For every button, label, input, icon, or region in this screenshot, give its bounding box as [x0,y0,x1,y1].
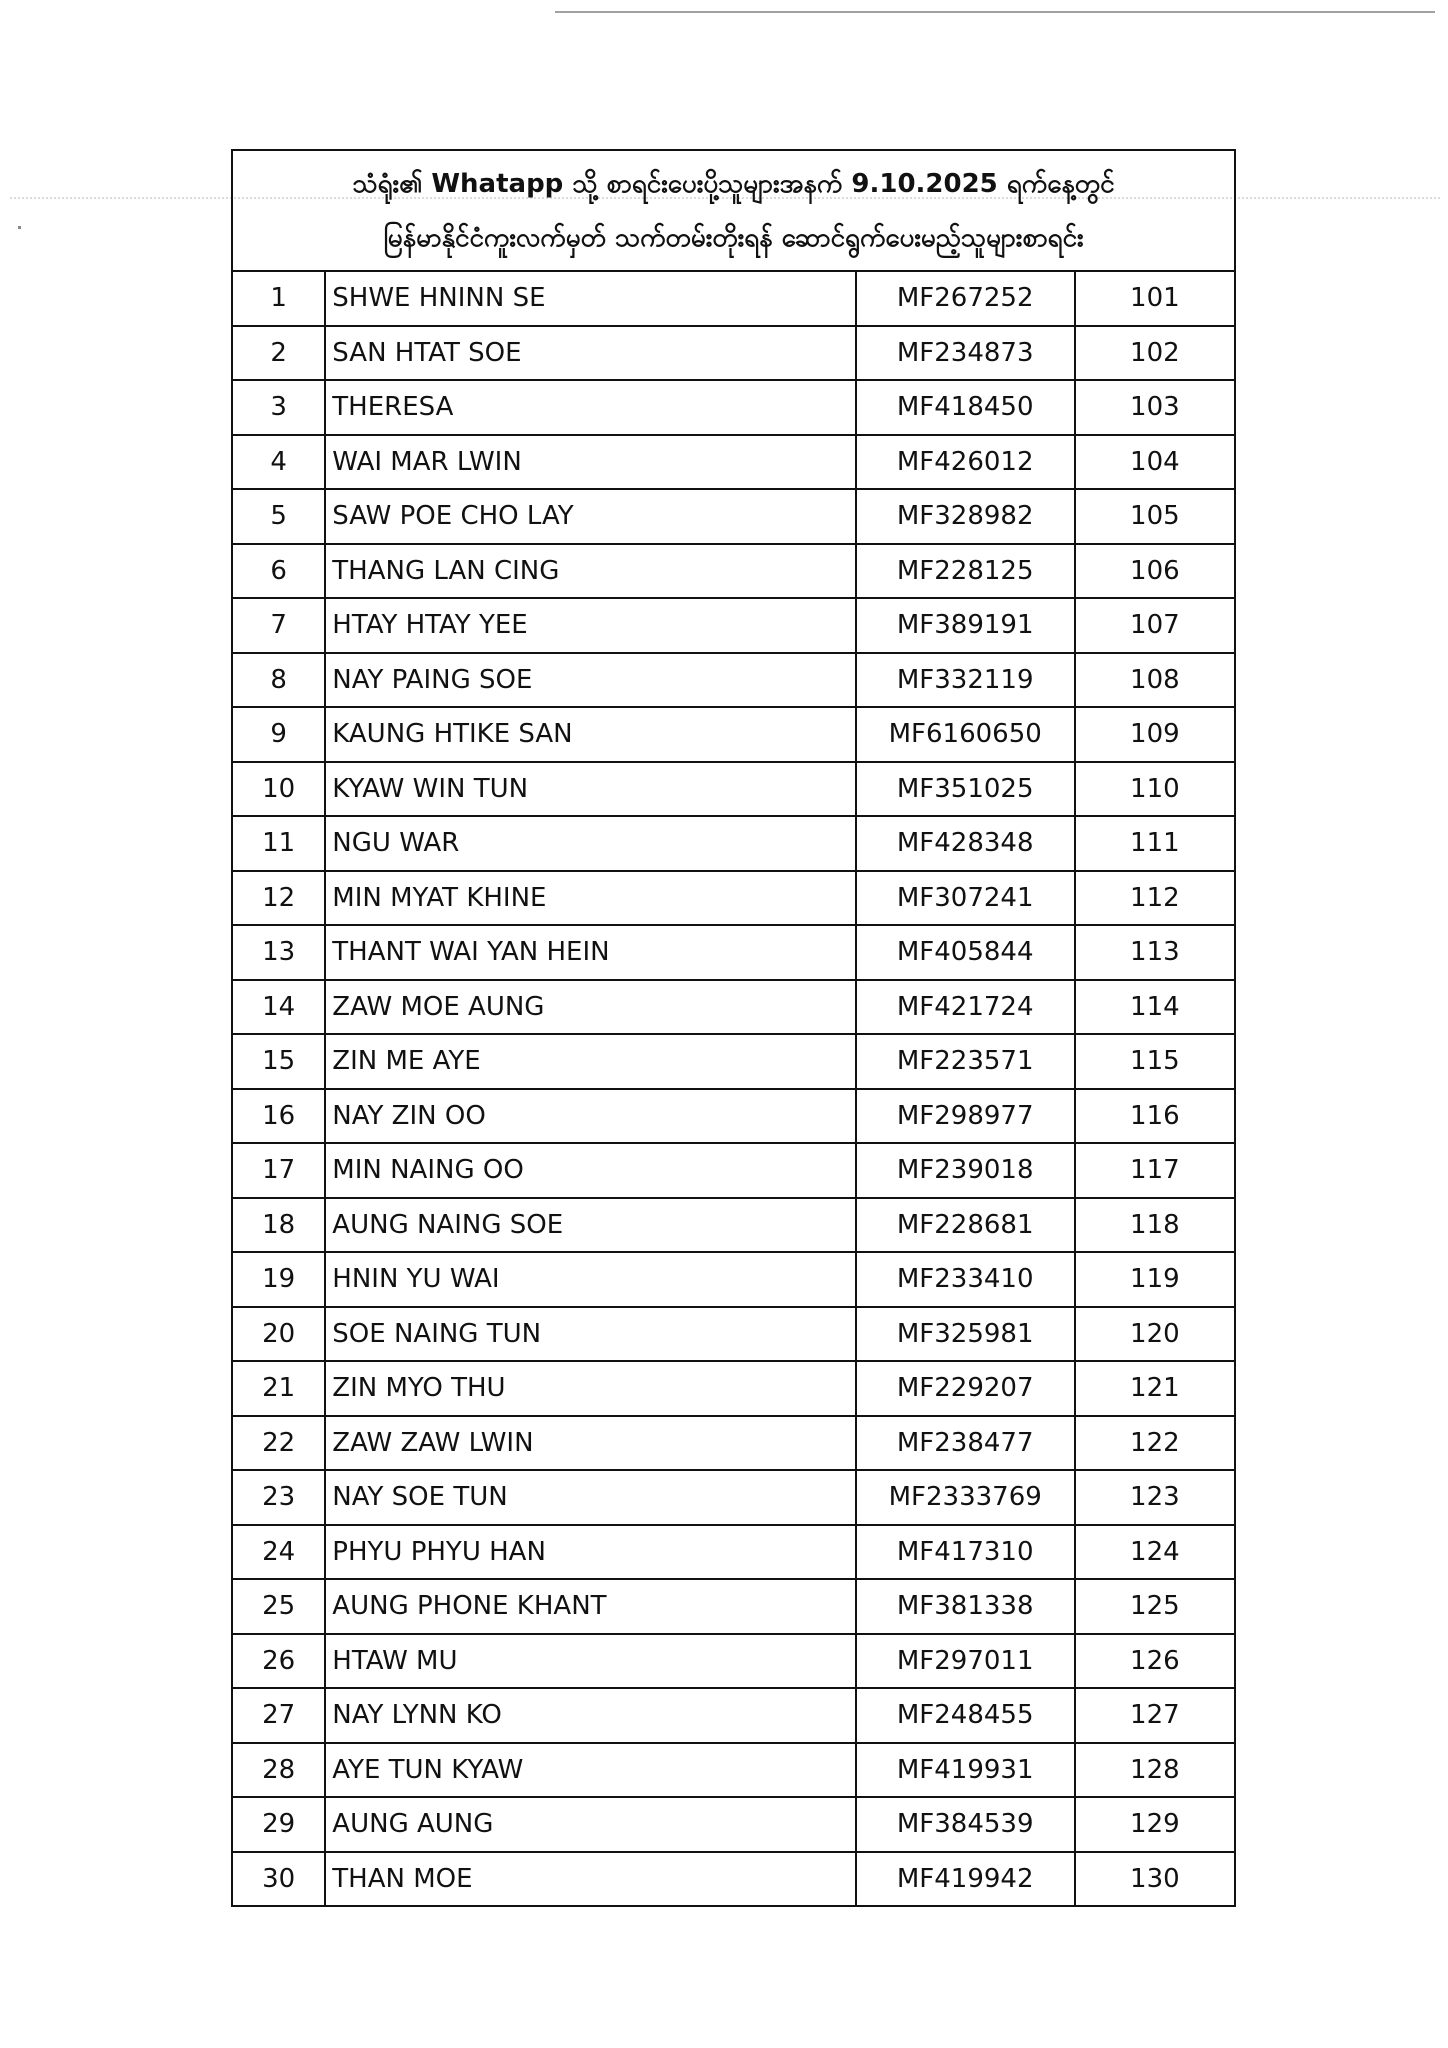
sequence-number: 114 [1075,980,1235,1035]
row-number: 10 [232,762,325,817]
table-row [232,980,1235,1035]
applicant-name: MIN MYAT KHINE [325,871,855,926]
sequence-number: 118 [1075,1198,1235,1253]
applicant-name: ZAW ZAW LWIN [325,1416,855,1471]
table-row [232,1797,1235,1852]
sequence-number: 128 [1075,1743,1235,1798]
applicant-name: HTAY HTAY YEE [325,598,855,653]
title-row [232,150,1235,271]
passport-number: MF328982 [856,489,1075,544]
applicant-name: NAY SOE TUN [325,1470,855,1525]
sequence-number: 101 [1075,271,1235,326]
passport-number: MF6160650 [856,707,1075,762]
sequence-number: 103 [1075,380,1235,435]
passport-number: MF405844 [856,925,1075,980]
sequence-number: 122 [1075,1416,1235,1471]
table-row [232,1089,1235,1144]
passport-number: MF298977 [856,1089,1075,1144]
row-number: 11 [232,816,325,871]
applicant-name: AUNG NAING SOE [325,1198,855,1253]
passport-number: MF381338 [856,1579,1075,1634]
applicant-name: HTAW MU [325,1634,855,1689]
passport-number: MF234873 [856,326,1075,381]
sequence-number: 125 [1075,1579,1235,1634]
sequence-number: 107 [1075,598,1235,653]
sequence-number: 130 [1075,1852,1235,1907]
applicant-name: ZIN MYO THU [325,1361,855,1416]
row-number: 4 [232,435,325,490]
row-number: 9 [232,707,325,762]
row-number: 29 [232,1797,325,1852]
applicant-name: NGU WAR [325,816,855,871]
row-number: 12 [232,871,325,926]
passport-renewal-table [231,149,1236,1907]
title-line-2: မြန်မာနိုင်ငံကူးလက်မှတ် သက်တမ်းတိုးရန် ဆောင်ရွက်ပေးမည့်သူများစာရင်း [383,222,1084,253]
sequence-number: 105 [1075,489,1235,544]
row-number: 19 [232,1252,325,1307]
table-row [232,816,1235,871]
row-number: 26 [232,1634,325,1689]
table-row [232,1307,1235,1362]
sequence-number: 106 [1075,544,1235,599]
table-row [232,1416,1235,1471]
table-row [232,1743,1235,1798]
passport-number: MF223571 [856,1034,1075,1089]
row-number: 2 [232,326,325,381]
row-number: 30 [232,1852,325,1907]
table-row [232,435,1235,490]
row-number: 24 [232,1525,325,1580]
passport-number: MF297011 [856,1634,1075,1689]
passport-number: MF233410 [856,1252,1075,1307]
row-number: 18 [232,1198,325,1253]
sequence-number: 117 [1075,1143,1235,1198]
passport-number: MF229207 [856,1361,1075,1416]
sequence-number: 126 [1075,1634,1235,1689]
row-number: 5 [232,489,325,544]
passport-number: MF417310 [856,1525,1075,1580]
row-number: 23 [232,1470,325,1525]
table-row [232,1143,1235,1198]
table-row [232,1470,1235,1525]
row-number: 20 [232,1307,325,1362]
applicant-name: KAUNG HTIKE SAN [325,707,855,762]
applicant-name: ZIN ME AYE [325,1034,855,1089]
passport-number: MF419931 [856,1743,1075,1798]
passport-number: MF228681 [856,1198,1075,1253]
table-row [232,762,1235,817]
scan-top-rule [555,11,1435,13]
sequence-number: 108 [1075,653,1235,708]
table-row [232,1688,1235,1743]
table-row [232,1852,1235,1907]
applicant-name: MIN NAING OO [325,1143,855,1198]
row-number: 6 [232,544,325,599]
table-row [232,1361,1235,1416]
table-row [232,871,1235,926]
sequence-number: 121 [1075,1361,1235,1416]
applicant-name: HNIN YU WAI [325,1252,855,1307]
applicant-name: THANG LAN CING [325,544,855,599]
passport-number: MF238477 [856,1416,1075,1471]
row-number: 25 [232,1579,325,1634]
row-number: 14 [232,980,325,1035]
passport-number: MF332119 [856,653,1075,708]
table-row [232,1634,1235,1689]
passport-number: MF228125 [856,544,1075,599]
table-row [232,380,1235,435]
row-number: 21 [232,1361,325,1416]
row-number: 27 [232,1688,325,1743]
applicant-name: SAW POE CHO LAY [325,489,855,544]
sequence-number: 104 [1075,435,1235,490]
passport-number: MF419942 [856,1852,1075,1907]
applicant-name: NAY LYNN KO [325,1688,855,1743]
applicant-name: WAI MAR LWIN [325,435,855,490]
table-row [232,326,1235,381]
document-title [232,150,1235,271]
table-row [232,707,1235,762]
sequence-number: 102 [1075,326,1235,381]
applicant-name: SHWE HNINN SE [325,271,855,326]
table-row [232,271,1235,326]
table-row [232,925,1235,980]
sequence-number: 123 [1075,1470,1235,1525]
sequence-number: 119 [1075,1252,1235,1307]
passport-number: MF426012 [856,435,1075,490]
passport-number: MF428348 [856,816,1075,871]
applicant-name: NAY PAING SOE [325,653,855,708]
row-number: 3 [232,380,325,435]
passport-number: MF325981 [856,1307,1075,1362]
passport-number: MF248455 [856,1688,1075,1743]
row-number: 22 [232,1416,325,1471]
sequence-number: 112 [1075,871,1235,926]
passport-number: MF239018 [856,1143,1075,1198]
title-line-1: သံရုံး၏ Whatapp သို့ စာရင်းပေးပို့သူများအနက် 9.10.2025 ရက်နေ့တွင် [352,168,1115,199]
sequence-number: 115 [1075,1034,1235,1089]
passport-number: MF267252 [856,271,1075,326]
sequence-number: 113 [1075,925,1235,980]
row-number: 17 [232,1143,325,1198]
table-row [232,1525,1235,1580]
row-number: 28 [232,1743,325,1798]
sequence-number: 129 [1075,1797,1235,1852]
sequence-number: 110 [1075,762,1235,817]
applicant-name: NAY ZIN OO [325,1089,855,1144]
row-number: 15 [232,1034,325,1089]
sequence-number: 127 [1075,1688,1235,1743]
applicant-name: KYAW WIN TUN [325,762,855,817]
passport-number: MF384539 [856,1797,1075,1852]
sequence-number: 124 [1075,1525,1235,1580]
passport-number: MF351025 [856,762,1075,817]
table-row [232,489,1235,544]
applicant-name: ZAW MOE AUNG [325,980,855,1035]
applicant-name: THERESA [325,380,855,435]
table-row [232,1198,1235,1253]
sequence-number: 116 [1075,1089,1235,1144]
sequence-number: 109 [1075,707,1235,762]
row-number: 7 [232,598,325,653]
sequence-number: 111 [1075,816,1235,871]
applicant-name: SAN HTAT SOE [325,326,855,381]
sequence-number: 120 [1075,1307,1235,1362]
table-row [232,1579,1235,1634]
row-number: 16 [232,1089,325,1144]
row-number: 8 [232,653,325,708]
passport-number: MF421724 [856,980,1075,1035]
passport-number: MF307241 [856,871,1075,926]
passport-number: MF389191 [856,598,1075,653]
applicant-name: PHYU PHYU HAN [325,1525,855,1580]
table-row [232,598,1235,653]
applicant-name: THANT WAI YAN HEIN [325,925,855,980]
passport-number: MF418450 [856,380,1075,435]
applicant-name: AUNG PHONE KHANT [325,1579,855,1634]
applicant-name: AYE TUN KYAW [325,1743,855,1798]
row-number: 13 [232,925,325,980]
table-row [232,653,1235,708]
scan-artifact-speck [18,226,21,229]
applicant-name: AUNG AUNG [325,1797,855,1852]
applicant-name: THAN MOE [325,1852,855,1907]
passport-number: MF2333769 [856,1470,1075,1525]
table-row [232,544,1235,599]
applicant-name: SOE NAING TUN [325,1307,855,1362]
table-row [232,1034,1235,1089]
row-number: 1 [232,271,325,326]
table-row [232,1252,1235,1307]
